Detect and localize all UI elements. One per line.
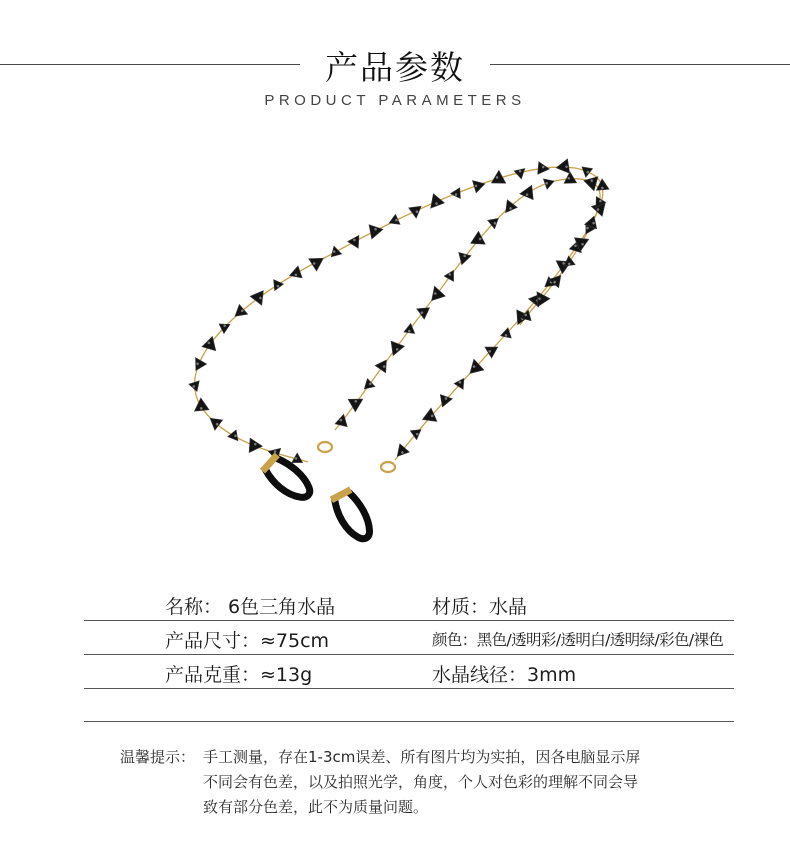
crystal-bead-shape	[580, 167, 592, 178]
crystal-bead	[386, 341, 404, 358]
crystal-bead-shape	[249, 438, 263, 453]
crystal-bead	[305, 252, 323, 271]
spec-row-divider	[84, 654, 734, 655]
crystal-bead	[467, 357, 484, 373]
spec-row-divider	[84, 688, 734, 689]
crystal-bead	[540, 175, 554, 189]
crystal-bead-shape	[188, 379, 200, 392]
note-line-3: 致有部分色差，此不为质量问题。	[203, 798, 429, 816]
spec-row-divider	[84, 620, 734, 621]
crystal-bead	[348, 232, 365, 248]
crystal-bead-shape	[540, 175, 554, 189]
crystal-bead-shape	[190, 354, 207, 370]
crystal-bead-shape	[209, 418, 223, 431]
crystal-bead	[228, 430, 242, 444]
crystal-bead-shape	[348, 232, 365, 248]
crystal-bead	[190, 354, 207, 370]
crystal-bead	[249, 438, 263, 453]
crystal-bead-shape	[519, 185, 533, 201]
crystal-bead	[440, 393, 453, 407]
crystal-bead-shape	[389, 214, 403, 228]
crystal-bead	[409, 206, 423, 219]
crystal-bead-shape	[471, 231, 490, 250]
crystal-bead-shape	[450, 188, 460, 199]
crystal-bead-shape	[228, 430, 242, 444]
spec-size: 产品尺寸：≈75cm	[165, 630, 330, 652]
crystal-bead-shape	[287, 266, 302, 282]
crystal-bead-shape	[409, 206, 423, 219]
crystal-bead	[188, 379, 200, 392]
crystal-bead-shape	[564, 172, 577, 184]
crystal-bead-shape	[444, 268, 458, 282]
spec-material: 材质：水晶	[432, 596, 528, 618]
spec-weight: 产品克重：≈13g	[165, 664, 313, 686]
chain-wire	[195, 167, 603, 462]
crystal-bead-shape	[202, 334, 219, 350]
crystal-bead-shape	[386, 341, 404, 358]
rubber-ear-loop	[329, 486, 375, 544]
crystal-bead	[580, 167, 592, 178]
crystal-bead-shape	[425, 194, 444, 213]
crystal-bead-shape	[422, 408, 441, 427]
crystal-bead-shape	[392, 444, 409, 461]
crystal-bead-shape	[305, 252, 323, 271]
crystal-bead	[450, 188, 460, 199]
header-divider-right	[490, 64, 790, 65]
crystal-bead	[556, 159, 575, 178]
section-divider	[84, 721, 734, 722]
crystal-bead	[422, 408, 441, 427]
note-line-1: 手工测量，存在1-3cm误差、所有图片均为实拍，因各电脑显示屏	[203, 748, 641, 766]
crystal-bead-shape	[369, 222, 384, 239]
note-label: 温馨提示：	[120, 748, 196, 766]
crystal-bead	[209, 418, 223, 431]
bead-highlight	[295, 457, 298, 460]
crystal-bead	[564, 172, 577, 184]
product-image	[180, 150, 630, 560]
page-subtitle: PRODUCT PARAMETERS	[264, 92, 526, 109]
crystal-bead	[425, 194, 444, 213]
spec-crystal-diameter: 水晶线径：3mm	[432, 664, 577, 686]
crystal-bead	[519, 185, 533, 201]
note-line-2: 不同会有色差，以及拍照光学，角度，个人对色彩的理解不同会导	[203, 773, 639, 791]
crystal-bead-shape	[468, 176, 485, 193]
chain-wire	[335, 179, 600, 430]
crystal-bead	[392, 444, 409, 461]
crystal-bead-shape	[440, 393, 453, 407]
spec-color: 颜色：黑色/透明彩/透明白/透明绿/彩色/裸色	[432, 631, 724, 649]
crystal-bead	[468, 176, 485, 193]
crystal-bead	[538, 162, 550, 176]
crystal-bead	[202, 334, 219, 350]
crystal-bead	[444, 268, 458, 282]
crystal-bead-shape	[538, 162, 550, 176]
page-title: 产品参数	[325, 48, 465, 87]
crystal-bead-shape	[467, 357, 484, 373]
spec-name: 名称： 6色三角水晶	[165, 596, 336, 618]
crystal-bead	[287, 266, 302, 282]
lobster-clasp	[318, 442, 332, 452]
crystal-bead	[471, 231, 490, 250]
crystal-bead-shape	[556, 159, 575, 178]
crystal-bead-shape	[482, 342, 498, 358]
crystal-bead	[482, 342, 498, 358]
rubber-ear-loop	[260, 452, 316, 505]
crystal-bead	[369, 222, 384, 239]
lobster-clasp	[381, 462, 395, 472]
crystal-bead	[389, 214, 403, 228]
